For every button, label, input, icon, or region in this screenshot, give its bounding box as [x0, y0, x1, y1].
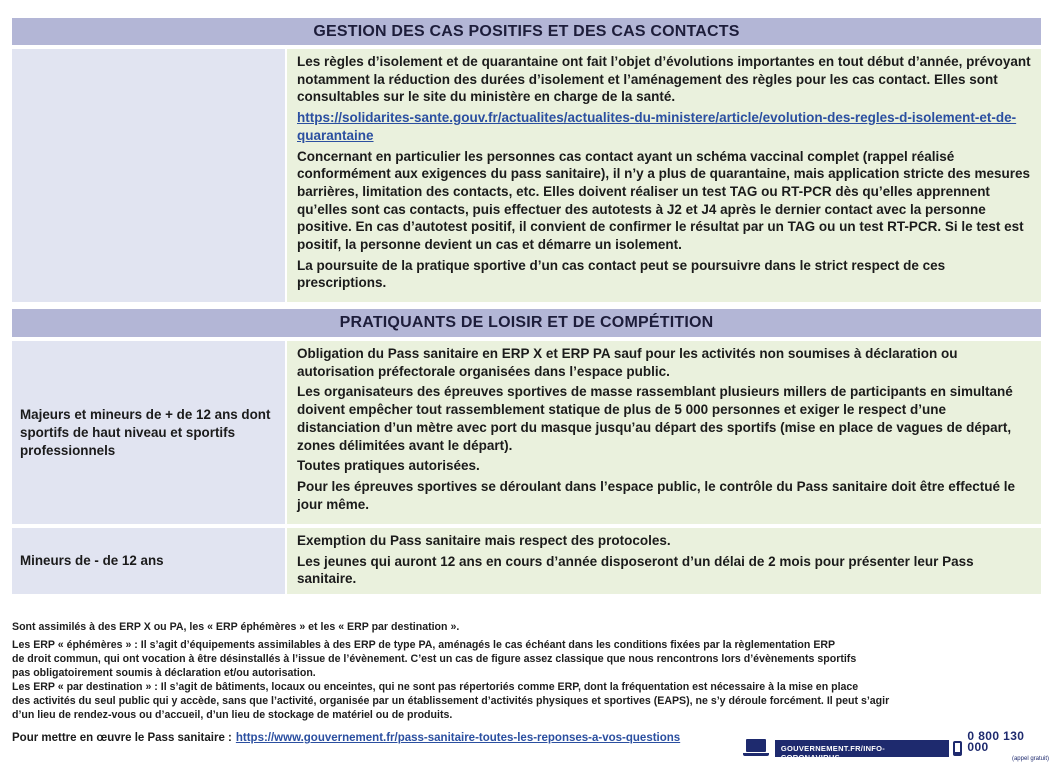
paragraph: Les règles d’isolement et de quarantaine ont fait l’objet d’évolutions importantes en tout début d’année, prévoyant notamment la réduction des durées d’isolement et l’aménagement des règles pour les cas contact. Elles sont consultables sur le site du ministère en charge de la santé.	[297, 54, 1031, 105]
row-content-cell	[287, 528, 1041, 594]
phone-icon	[953, 741, 962, 756]
pass-label: Pour mettre en œuvre le Pass sanitaire :	[12, 732, 232, 744]
gov-info-block	[743, 731, 1049, 765]
section-header-pratiquants	[12, 309, 1041, 337]
section-header-cas-positifs	[12, 18, 1041, 45]
table-row	[12, 528, 1041, 594]
row-label-cell	[12, 341, 285, 524]
hotline-note: (appel gratuit)	[1011, 756, 1049, 762]
footnote-line: Les ERP « par destination » : Il s’agit de bâtiments, locaux ou enceintes, qui ne sont pas répertoriés comme ERP, dont la fréquentation est nécessaire à la mise en place	[12, 681, 859, 693]
hotline	[967, 731, 1049, 765]
footnote-line: Sont assimilés à des ERP X ou PA, les « ERP éphémères » et les « ERP par destination ».	[12, 621, 460, 633]
row-content-cell	[287, 341, 1041, 524]
table-row	[12, 341, 1041, 524]
footnotes	[12, 620, 1042, 722]
paragraph: La poursuite de la pratique sportive d’un cas contact peut se poursuivre dans le strict respect de ces prescriptions.	[297, 257, 946, 291]
pass-sanitaire-link[interactable]: https://www.gouvernement.fr/pass-sanitaire-toutes-les-reponses-a-vos-questions	[235, 732, 681, 744]
row-content-cell	[287, 49, 1041, 302]
row-label-cell	[12, 49, 285, 302]
table-row	[12, 49, 1041, 302]
row-label-cell	[12, 528, 285, 594]
ministry-link[interactable]: https://solidarites-sante.gouv.fr/actualites/actualites-du-ministere/article/evolution-des-regles-d-isolement-et-de-quarantaine	[297, 110, 1017, 143]
footnote-line: d’un lieu de rendez-vous ou d’accueil, d’un lieu de stockage de matériel ou de produits.	[12, 709, 453, 721]
paragraph: Toutes pratiques autorisées.	[297, 458, 480, 474]
footnote-line: des activités du seul public qui y accède, sans que l’activité, organisée par un établissement d’activités physiques et sportives (EAPS), ne s’y déroule forcément. Il peut s’agir	[12, 695, 890, 707]
laptop-icon	[743, 739, 769, 757]
paragraph: Les jeunes qui auront 12 ans en cours d’année disposeront d’un délai de 2 mois pour présenter leur Pass sanitaire.	[297, 553, 974, 587]
gov-url-badge[interactable]: GOUVERNEMENT.FR/INFO-CORONAVIRUS	[775, 740, 950, 757]
paragraph: Exemption du Pass sanitaire mais respect des protocoles.	[297, 533, 671, 548]
section-title: GESTION DES CAS POSITIFS ET DES CAS CONTACTS	[313, 22, 740, 40]
row-label: Mineurs de - de 12 ans	[20, 553, 164, 568]
row-label: Majeurs et mineurs de + de 12 ans dont sportifs de haut niveau et sportifs professionnels	[20, 406, 271, 458]
paragraph: Concernant en particulier les personnes cas contact ayant un schéma vaccinal complet (rappel réalisé conformément aux exigences du pass sanitaire), il n’y a plus de quarantaine, mais application stricte des mesures barrières, limitation des contacts, etc. Elles doivent réaliser un test TAG ou RT-PCR dès qu’elles apprennent qu’elles sont cas contacts, puis effectuer des autotests à J2 et J4 après le dernier contact avec la personne positive. En cas d’autotest positif, il convient de confirmer le résultat par un TAG ou un test RT-PCR. Si le test est positif, la personne devient un cas et démarre un isolement.	[297, 148, 1031, 253]
hotline-number: 0 800 130 000	[967, 729, 1025, 754]
footnote-line: pas obligatoirement soumis à déclaration et/ou autorisation.	[12, 667, 316, 679]
footnote-line: de droit commun, qui ont vocation à être désinstallés à l’issue de l’évènement. C’est un cas de figure assez classique que nous rencontrons lors d’évènements sportifs	[12, 653, 857, 665]
paragraph: Les organisateurs des épreuves sportives de masse rassemblant plusieurs millers de participants en simultané doivent empêcher tout rassemblement statique de plus de 5 000 personnes et exiger le respect d’une distanciation d’un mètre avec port du masque jusqu’au départ des sportifs (mise en place de vagues de départ, zones délimitées avant le départ).	[297, 384, 1013, 453]
paragraph: Obligation du Pass sanitaire en ERP X et ERP PA sauf pour les activités non soumises à déclaration ou autorisation préfectorale organisées dans l’espace public.	[297, 346, 958, 379]
footnote-line: Les ERP « éphémères » : Il s’agit d’équipements assimilables à des ERP de type PA, aménagés le cas échéant dans les conditions fixées par la règlementation ERP	[12, 639, 836, 651]
section-title: PRATIQUANTS DE LOISIR ET DE COMPÉTITION	[339, 314, 714, 331]
paragraph: Pour les épreuves sportives se déroulant dans l’espace public, le contrôle du Pass sanitaire doit être effectué le jour même.	[297, 478, 1015, 512]
